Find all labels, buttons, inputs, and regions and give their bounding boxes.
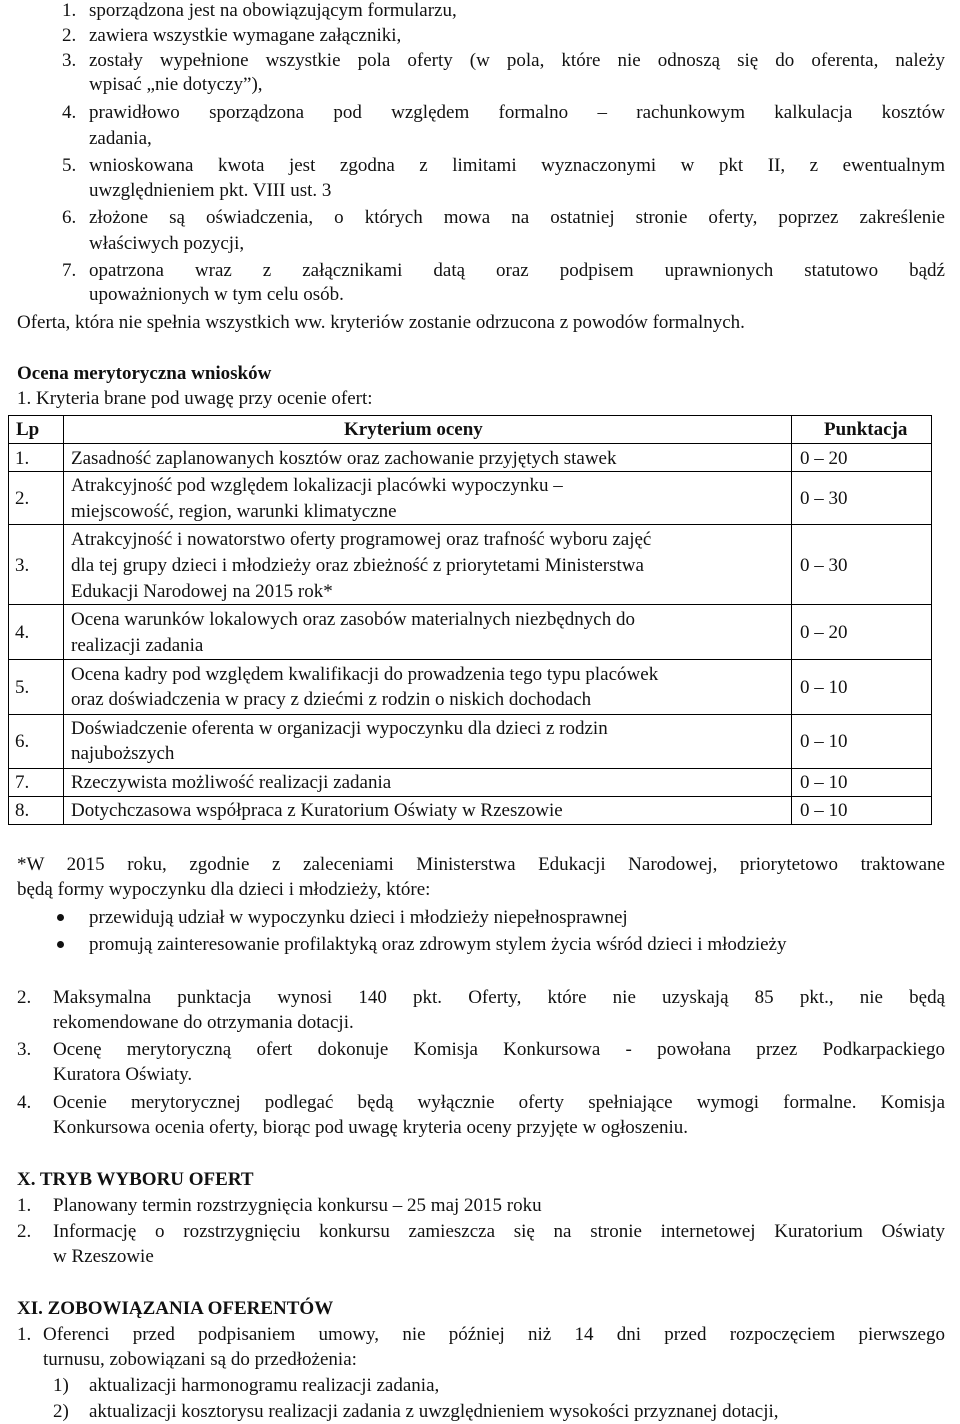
merit-point: Maksymalna punktacja wynosi 140 pkt. Oferty, które nie uzyskają 85 pkt., nie będą [53,987,945,1008]
merit-heading: Ocena merytoryczna wniosków [17,363,272,384]
table-row-criterion: Ocena warunków lokalowych oraz zasobów materialnych niezbędnych do [71,609,635,630]
list-number: 1. [17,1324,32,1345]
table-row-criterion: najuboższych [71,743,175,764]
table-row-points: 0 – 10 [800,800,848,821]
table-row-criterion: Atrakcyjność pod względem lokalizacji placówki wypoczynku – [71,475,563,496]
table-row-criterion: Rzeczywista możliwość realizacji zadania [71,772,392,793]
list-number: 5. [62,155,77,176]
section-x-item-continuation: w Rzeszowie [53,1246,154,1267]
table-header-lp: Lp [16,419,40,440]
section-xi-subitem: aktualizacji harmonogramu realizacji zadania, [89,1375,440,1396]
table-row-criterion: dla tej grupy dzieci i młodzieży oraz zbieżność z priorytetami Ministerstwa [71,555,644,576]
merit-point: Ocenę merytoryczną ofert dokonuje Komisja Konkursowa - powołana przez Podkarpackiego [53,1039,945,1060]
table-row-points: 0 – 10 [800,731,848,752]
merit-point-continuation: rekomendowane do otrzymania dotacji. [53,1012,354,1033]
section-xi-subitem: aktualizacji kosztorysu realizacji zadania z uwzględnieniem wysokości przyznanej dotacji, [89,1401,779,1422]
table-header-points: Punktacja [824,419,908,440]
list-item: wnioskowana kwota jest zgodna z limitami wyznaczonymi w pkt II, z ewentualnym [89,155,945,176]
section-x-item: Planowany termin rozstrzygnięcia konkursu – 25 maj 2015 roku [53,1195,542,1216]
list-number: 4. [17,1092,32,1113]
list-number: 7. [62,260,77,281]
list-item: zostały wypełnione wszystkie pola oferty (w pola, które nie odnoszą się do oferenta, należy [89,50,945,71]
rejection-note: Oferta, która nie spełnia wszystkich ww. kryteriów zostanie odrzucona z powodów formalnych. [17,312,745,333]
table-row-lp: 6. [15,731,30,752]
merit-point-continuation: Konkursowa ocenia oferty, biorąc pod uwagę kryteria oceny przyjęte w ogłoszeniu. [53,1117,689,1138]
bullet-item: promują zainteresowanie profilaktyką oraz zdrowym stylem życia wśród dzieci i młodzieży [89,934,787,955]
table-row-criterion: oraz doświadczenia w pracy z dziećmi z rodzin o niskich dochodach [71,689,592,710]
list-number: 1. [17,1195,32,1216]
footnote-line: *W 2015 roku, zgodnie z zaleceniami Ministerstwa Edukacji Narodowej, priorytetowo traktowane [17,854,945,875]
section-xi-item: Oferenci przed podpisaniem umowy, nie później niż 14 dni przed rozpoczęciem pierwszego [43,1324,945,1345]
list-item: zawiera wszystkie wymagane załączniki, [89,25,402,46]
list-item-continuation: upoważnionych w tym celu osób. [89,284,344,305]
table-row-lp: 2. [15,488,30,509]
merit-point: Ocenie merytorycznej podlegać będą wyłącznie oferty spełniające wymogi formalne. Komisja [53,1092,945,1113]
table-row-points: 0 – 10 [800,677,848,698]
table-row-points: 0 – 30 [800,488,848,509]
table-row-lp: 5. [15,677,30,698]
list-number: 6. [62,207,77,228]
list-number: 3. [17,1039,32,1060]
list-number: 2. [17,1221,32,1242]
table-row-lp: 7. [15,772,30,793]
list-number: 4. [62,102,77,123]
list-number: 1) [53,1375,69,1396]
criteria-intro: 1. Kryteria brane pod uwagę przy ocenie ofert: [17,388,373,409]
list-number: 2. [17,987,32,1008]
table-row-criterion: Atrakcyjność i nowatorstwo oferty programowej oraz trafność wyboru zajęć [71,529,652,550]
table-row-criterion: Doświadczenie oferenta w organizacji wypoczynku dla dzieci z rodzin [71,718,608,739]
section-heading-xi: XI. ZOBOWIĄZANIA OFERENTÓW [17,1298,334,1319]
table-row-points: 0 – 20 [800,448,848,469]
table-row-criterion: Ocena kadry pod względem kwalifikacji do prowadzenia tego typu placówek [71,664,659,685]
bullet-icon [57,941,64,948]
table-row-lp: 8. [15,800,30,821]
bullet-item: przewidują udział w wypoczynku dzieci i młodzieży niepełnosprawnej [89,907,628,928]
list-item-continuation: wpisać „nie dotyczy”), [89,74,263,95]
section-heading-x: X. TRYB WYBORU OFERT [17,1169,254,1190]
list-number: 3. [62,50,77,71]
table-row-criterion: Zasadność zaplanowanych kosztów oraz zachowanie przyjętych stawek [71,448,617,469]
section-x-item: Informację o rozstrzygnięciu konkursu zamieszcza się na stronie internetowej Kuratorium Oświaty [53,1221,945,1242]
table-row-criterion: miejscowość, region, warunki klimatyczne [71,501,397,522]
table-row-lp: 3. [15,555,30,576]
merit-point-continuation: Kuratora Oświaty. [53,1064,193,1085]
list-item-continuation: uwzględnieniem pkt. VIII ust. 3 [89,180,332,201]
table-row-points: 0 – 20 [800,622,848,643]
list-item-continuation: zadania, [89,128,152,149]
list-item: sporządzona jest na obowiązującym formularzu, [89,0,457,21]
list-item: złożone są oświadczenia, o których mowa na ostatniej stronie oferty, poprzez zakreślenie [89,207,945,228]
section-xi-item-continuation: turnusu, zobowiązani są do przedłożenia: [43,1349,357,1370]
table-row-lp: 4. [15,622,30,643]
list-item-continuation: właściwych pozycji, [89,233,245,254]
table-row-criterion: Edukacji Narodowej na 2015 rok* [71,581,333,602]
list-number: 2) [53,1401,69,1422]
list-item: prawidłowo sporządzona pod względem formalno – rachunkowym kalkulacja kosztów [89,102,945,123]
criteria-table [8,415,932,825]
table-row-criterion: Dotychczasowa współpraca z Kuratorium Oświaty w Rzeszowie [71,800,563,821]
list-item: opatrzona wraz z załącznikami datą oraz podpisem uprawnionych statutowo bądź [89,260,945,281]
table-row-criterion: realizacji zadania [71,635,204,656]
bullet-icon [57,914,64,921]
table-row-points: 0 – 30 [800,555,848,576]
table-row-lp: 1. [15,448,30,469]
table-header-criterion: Kryterium oceny [344,419,483,440]
list-number: 1. [62,0,77,21]
footnote-line: będą formy wypoczynku dla dzieci i młodzieży, które: [17,879,431,900]
list-number: 2. [62,25,77,46]
table-row-points: 0 – 10 [800,772,848,793]
